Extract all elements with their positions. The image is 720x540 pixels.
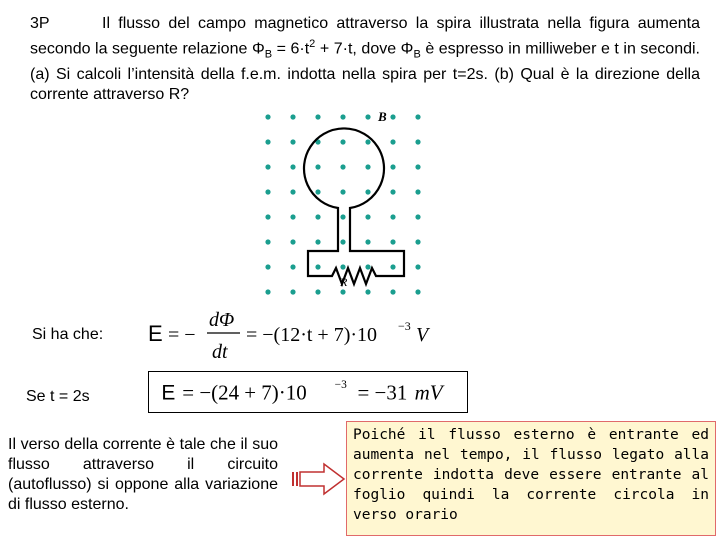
loop-figure bbox=[258, 105, 433, 300]
field-dot bbox=[390, 164, 395, 169]
field-dot bbox=[290, 189, 295, 194]
field-dot bbox=[265, 289, 270, 294]
field-dot bbox=[315, 214, 320, 219]
emf-symbol: E bbox=[148, 321, 163, 346]
svg-text:= −31: = −31 bbox=[357, 380, 408, 405]
field-dot bbox=[340, 114, 345, 119]
field-dot bbox=[415, 164, 420, 169]
field-dot bbox=[415, 139, 420, 144]
field-dot bbox=[340, 214, 345, 219]
field-dot bbox=[290, 114, 295, 119]
field-dot bbox=[365, 214, 370, 219]
svg-text:= −: = − bbox=[168, 324, 196, 346]
field-dot bbox=[390, 289, 395, 294]
field-dot bbox=[415, 289, 420, 294]
svg-text:V: V bbox=[416, 324, 429, 346]
svg-text:−3: −3 bbox=[334, 379, 347, 392]
field-dot bbox=[265, 189, 270, 194]
field-dot bbox=[315, 264, 320, 269]
resistor-label: R bbox=[340, 275, 348, 289]
svg-text:= −(12·t + 7)·10: = −(12·t + 7)·10 bbox=[246, 324, 378, 346]
field-dot bbox=[390, 239, 395, 244]
field-dot bbox=[340, 264, 345, 269]
current-direction-note: Il verso della corrente è tale che il suo flusso attraverso il circuito (autoflusso) si oppone alla variazione di flusso esterno. bbox=[8, 436, 278, 513]
label-si-ha-che: Si ha che: bbox=[32, 326, 104, 343]
field-dot bbox=[415, 264, 420, 269]
field-dot bbox=[265, 264, 270, 269]
explanation-callout: Poiché il flusso esterno è entrante ed aumenta nel tempo, il flusso legato alla corrente indotta deve essere entrante al foglio quindi la corrente circola in verso orario bbox=[346, 421, 716, 536]
field-dot bbox=[340, 139, 345, 144]
field-dot bbox=[365, 139, 370, 144]
field-dot bbox=[315, 114, 320, 119]
field-dot bbox=[315, 239, 320, 244]
field-dot bbox=[390, 214, 395, 219]
field-dot bbox=[290, 239, 295, 244]
field-dot bbox=[340, 239, 345, 244]
field-dot bbox=[290, 164, 295, 169]
field-dot bbox=[390, 139, 395, 144]
field-dot bbox=[365, 264, 370, 269]
field-dot bbox=[340, 289, 345, 294]
wire-loop bbox=[304, 128, 404, 284]
field-dot bbox=[415, 114, 420, 119]
field-dot bbox=[265, 239, 270, 244]
svg-text:−3: −3 bbox=[398, 319, 411, 333]
field-dot bbox=[290, 214, 295, 219]
field-dot bbox=[365, 289, 370, 294]
field-dot bbox=[290, 139, 295, 144]
emf-derivative-equation bbox=[148, 302, 438, 364]
field-dot bbox=[265, 139, 270, 144]
field-dot bbox=[290, 289, 295, 294]
field-dot bbox=[365, 164, 370, 169]
fraction-denominator: dt bbox=[212, 341, 228, 363]
emf-result-equation bbox=[148, 371, 468, 413]
label-se-t: Se t = 2s bbox=[26, 388, 90, 405]
field-dot bbox=[315, 289, 320, 294]
field-dot bbox=[265, 114, 270, 119]
field-label: B bbox=[378, 109, 387, 124]
emf-symbol: E bbox=[161, 381, 176, 405]
field-dot bbox=[390, 189, 395, 194]
right-arrow-icon bbox=[290, 462, 346, 496]
field-dot bbox=[365, 239, 370, 244]
field-dot bbox=[390, 114, 395, 119]
fraction-numerator: dΦ bbox=[209, 309, 235, 331]
field-dots bbox=[265, 114, 420, 294]
field-dot bbox=[390, 264, 395, 269]
field-dot bbox=[415, 189, 420, 194]
field-dot bbox=[265, 214, 270, 219]
field-dot bbox=[415, 239, 420, 244]
field-dot bbox=[340, 189, 345, 194]
field-dot bbox=[415, 214, 420, 219]
problem-statement: 3P Il flusso del campo magnetico attraverso la spira illustrata nella figura aumenta secondo la seguente relazione $\Phi_B = 6\cdot t^2 + 7\cdot t$, dove $\Phi_B$ è espresso in milliweber e t in secondi. (a) Si calcoli l’intensità della f.e.m. indotta nella spira per t=2s. (b) Qual è la direzione della corrente attraverso R? bbox=[30, 15, 701, 103]
field-dot bbox=[315, 164, 320, 169]
problem-number: 3P bbox=[30, 15, 50, 32]
field-dot bbox=[290, 264, 295, 269]
field-dot bbox=[365, 189, 370, 194]
field-dot bbox=[265, 164, 270, 169]
field-dot bbox=[315, 189, 320, 194]
svg-text:= −(24 + 7)·10: = −(24 + 7)·10 bbox=[182, 380, 307, 405]
field-dot bbox=[365, 114, 370, 119]
svg-text:mV: mV bbox=[414, 380, 443, 405]
field-dot bbox=[340, 164, 345, 169]
